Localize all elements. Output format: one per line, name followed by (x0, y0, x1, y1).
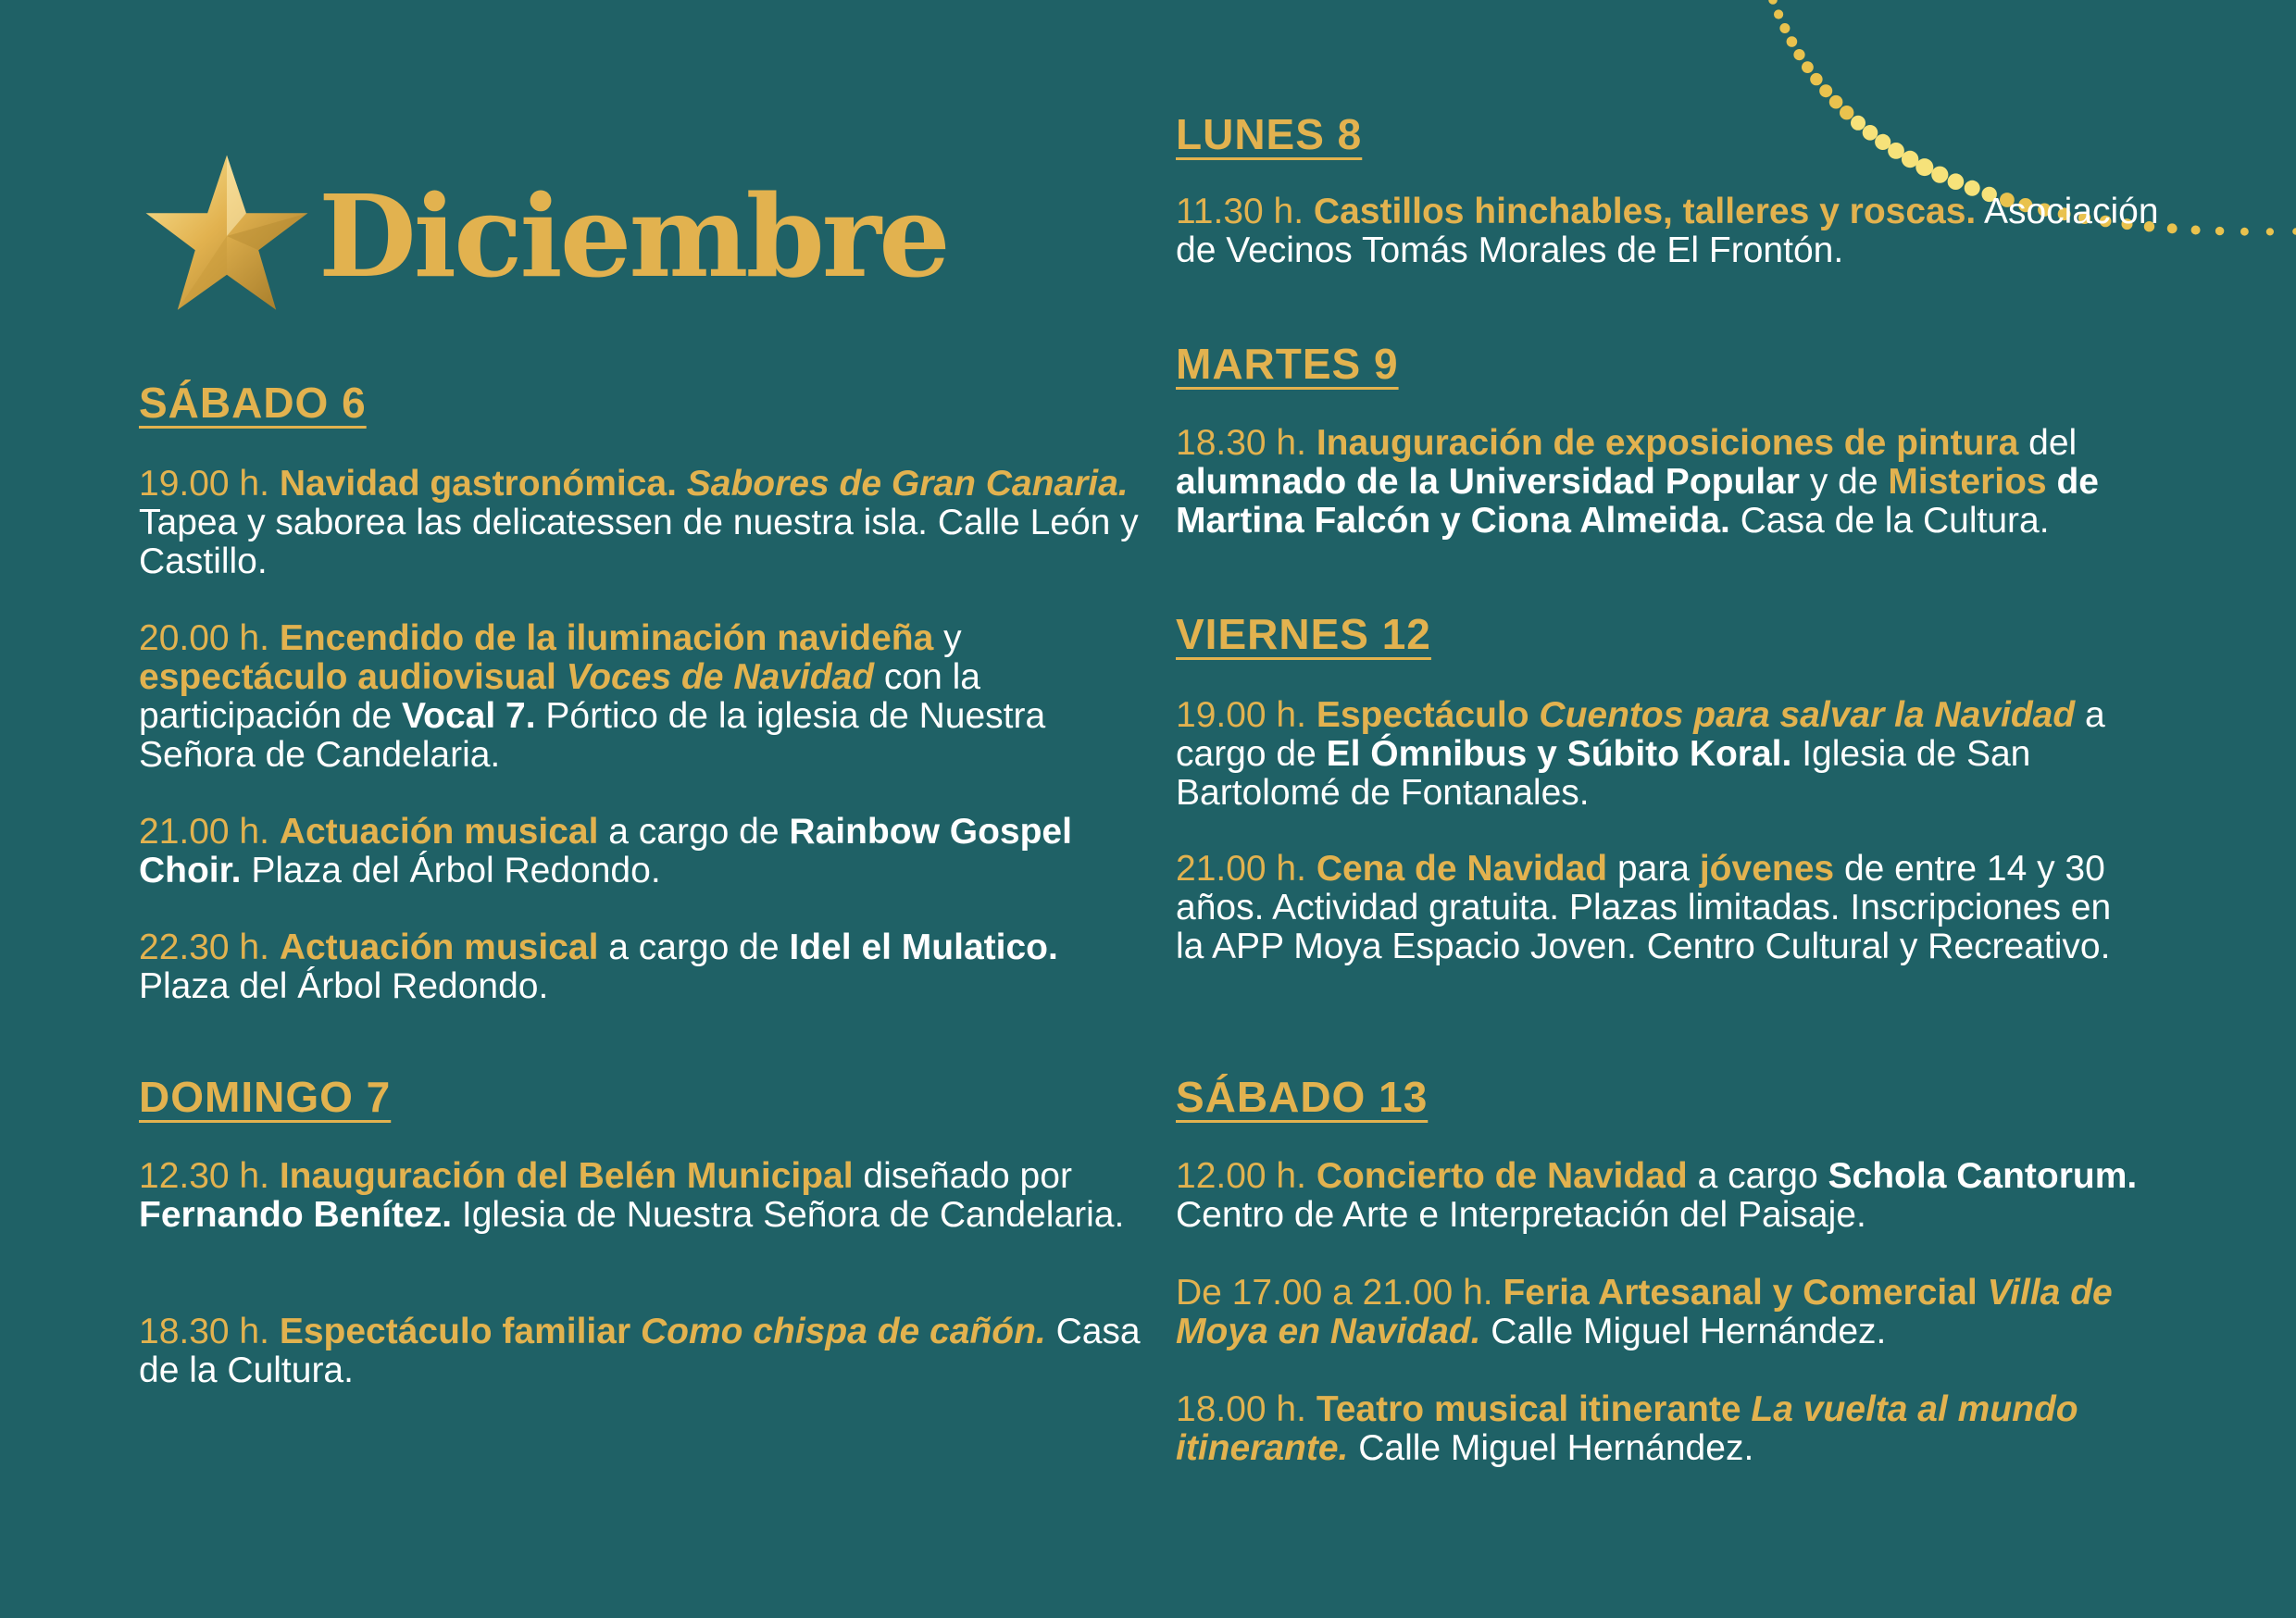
garland-dot (1819, 84, 1832, 97)
garland-dot (1768, 0, 1778, 5)
garland-dot (1779, 23, 1790, 33)
garland-dot (1915, 158, 1933, 176)
garland-dot (1875, 134, 1890, 150)
garland-dot (1888, 143, 1904, 159)
event-sabado6-3: 21.00 h. Actuación musical a cargo de Rainbow Gospel Choir. Plaza del Árbol Redondo. (139, 812, 1072, 890)
garland-dot (1774, 9, 1783, 19)
event-sabado6-4: 22.30 h. Actuación musical a cargo de Idel el Mulatico. Plaza del Árbol Redondo. (139, 927, 1058, 1006)
day-heading-martes-9: MARTES 9 (1176, 340, 1399, 388)
garland-dot (1931, 167, 1948, 183)
event-viernes12-2: 21.00 h. Cena de Navidad para jóvenes de entre 14 y 30 años. Actividad gratuita. Plazas limitadas. Inscripciones en la APP Moya Espacio Joven. Centro Cultural y Recreativo. (1176, 849, 2112, 966)
day-heading-sabado-13: SÁBADO 13 (1176, 1073, 1429, 1121)
garland-dot (1863, 125, 1878, 141)
event-sabado6-2: 20.00 h. Encendido de la iluminación navideña y espectáculo audiovisual Voces de Navidad con la participación de Vocal 7. Pórtico de la iglesia de Nuestra Señora de Candelaria. (139, 618, 1046, 775)
event-sabado13-1: 12.00 h. Concierto de Navidad a cargo Schola Cantorum. Centro de Arte e Interpretación del Paisaje. (1176, 1156, 2138, 1235)
event-martes9-1: 18.30 h. Inauguración de exposiciones de pintura del alumnado de la Universidad Popular y de Misterios de Martina Falcón y Ciona Almeida. Casa de la Cultura. (1176, 423, 2099, 541)
garland-dot (1902, 151, 1918, 168)
garland-dot (2266, 228, 2274, 235)
garland-dot (1802, 61, 1814, 73)
event-sabado13-2: De 17.00 a 21.00 h. Feria Artesanal y Comercial Villa de Moya en Navidad. Calle Miguel Hernández. (1176, 1273, 2113, 1351)
gold-star-icon (139, 148, 315, 324)
event-lunes8-1: 11.30 h. Castillos hinchables, talleres y roscas. Asociación de Vecinos Tomás Morales de El Frontón. (1176, 192, 2159, 270)
event-domingo7-1: 12.30 h. Inauguración del Belén Municipal diseñado por Fernando Benítez. Iglesia de Nuestra Señora de Candelaria. (139, 1156, 1125, 1235)
garland-dot (1793, 49, 1804, 60)
day-heading-viernes-12: VIERNES 12 (1176, 610, 1431, 658)
event-viernes12-1: 19.00 h. Espectáculo Cuentos para salvar la Navidad a cargo de El Ómnibus y Súbito Koral. Iglesia de San Bartolomé de Fontanales. (1176, 695, 2105, 813)
garland-dot (1948, 173, 1965, 190)
day-heading-domingo-7: DOMINGO 7 (139, 1073, 392, 1121)
garland-dot (1829, 95, 1843, 109)
garland-dot (1787, 36, 1798, 47)
garland-dot (1851, 116, 1866, 131)
event-domingo7-2: 18.30 h. Espectáculo familiar Como chispa de cañón. Casa de la Cultura. (139, 1312, 1141, 1390)
event-sabado13-3: 18.00 h. Teatro musical itinerante La vuelta al mundo itinerante. Calle Miguel Hernández. (1176, 1389, 2078, 1468)
day-heading-lunes-8: LUNES 8 (1176, 110, 1363, 158)
garland-dot (2215, 227, 2224, 235)
event-sabado6-1: 19.00 h. Navidad gastronómica. Sabores de Gran Canaria. Tapea y saborea las delicatessen de nuestra isla. Calle León y Castillo. (139, 464, 1139, 581)
page-title: Diciembre (318, 169, 948, 303)
header (139, 143, 948, 329)
garland-dot (2240, 228, 2249, 236)
day-heading-sabado-6: SÁBADO 6 (139, 379, 367, 427)
garland-dot (1840, 106, 1853, 119)
garland-dot (1810, 73, 1822, 85)
garland-dot (2292, 228, 2296, 235)
